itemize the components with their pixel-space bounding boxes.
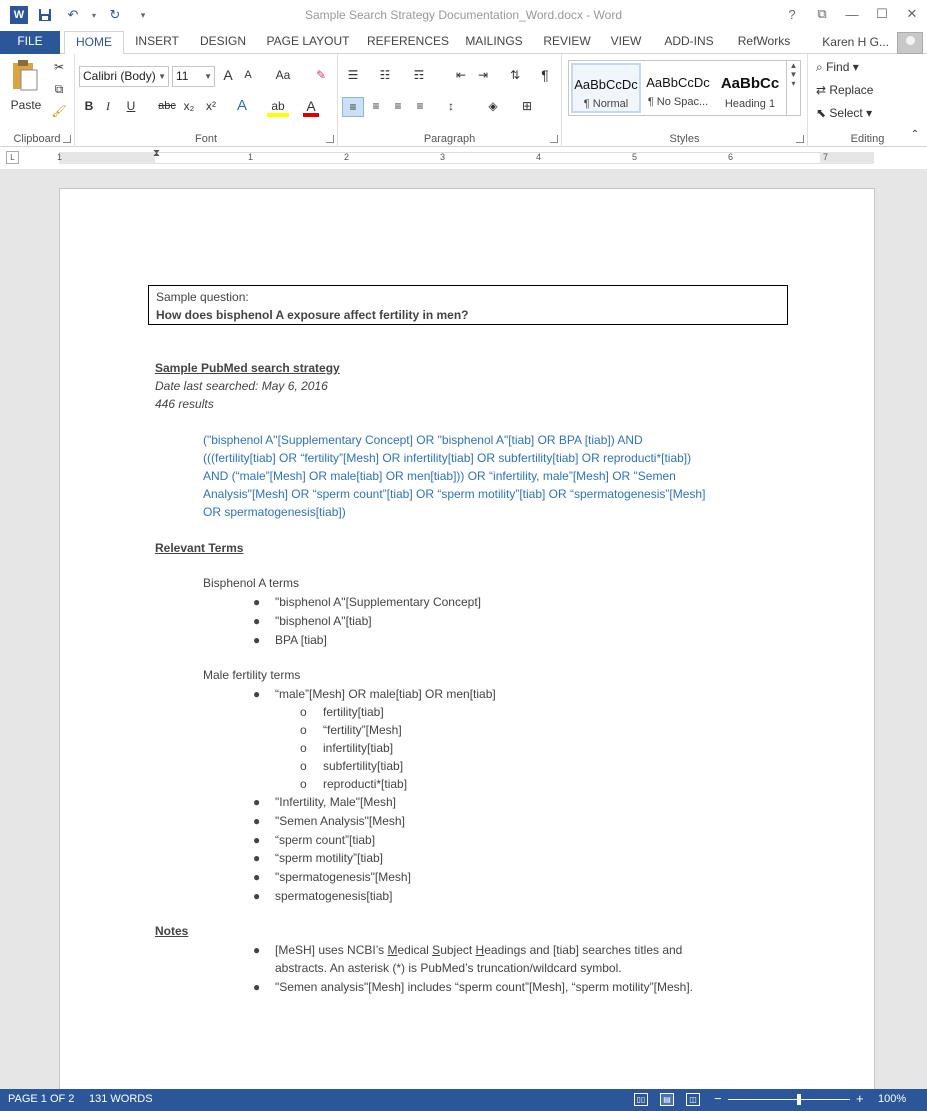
question-text: How does bisphenol A exposure affect fertility in men? xyxy=(156,308,469,322)
terms-heading: Relevant Terms xyxy=(155,541,244,555)
title-bar xyxy=(0,0,927,31)
chevron-down-icon: ▼ xyxy=(158,72,166,81)
horizontal-ruler xyxy=(0,147,927,169)
underline-button[interactable]: U xyxy=(126,99,136,113)
user-name[interactable]: Karen H G... xyxy=(822,35,889,49)
styles-gallery xyxy=(568,60,801,116)
indent-marker-icon[interactable]: ⧗ xyxy=(153,148,161,159)
select-label: Select xyxy=(829,106,863,120)
note-text: M xyxy=(387,943,398,957)
bpa-heading: Bisphenol A terms xyxy=(203,576,300,590)
notes-heading: Notes xyxy=(155,924,189,938)
bullets-icon[interactable]: ☰ xyxy=(347,68,359,82)
print-layout-icon[interactable]: ▤ xyxy=(660,1093,674,1106)
ruler-text-area[interactable] xyxy=(155,152,820,164)
style-name: ¶ No Spac... xyxy=(647,96,709,108)
bullet-icon: ● xyxy=(253,943,261,957)
list-item: “fertility”[Mesh] xyxy=(323,723,402,737)
bullet-icon: ● xyxy=(253,851,261,865)
copy-icon[interactable]: ⧉ xyxy=(54,82,64,96)
align-left-icon[interactable]: ≡ xyxy=(342,97,364,117)
query-line: OR spermatogenesis[tiab]) xyxy=(203,505,346,519)
replace-label: Replace xyxy=(829,83,874,97)
format-painter-icon[interactable]: 🖌 xyxy=(51,104,67,118)
styles-scroll[interactable]: ▲ ▼ ▾ xyxy=(786,61,800,115)
avatar[interactable] xyxy=(897,32,923,54)
select-button[interactable]: ⬉ Select ▾ xyxy=(816,106,873,120)
query-line: Analysis"[Mesh] OR “sperm count”[tiab] OR “sperm motility”[tiab] OR “spermatogenesis”[Mesh] xyxy=(203,487,706,501)
show-marks-icon[interactable]: ¶ xyxy=(541,67,549,83)
male-heading: Male fertility terms xyxy=(203,668,301,682)
close-icon[interactable]: ✕ xyxy=(906,6,918,21)
font-name-combo[interactable] xyxy=(79,66,169,87)
style-normal[interactable] xyxy=(571,63,641,113)
ruler-number: 3 xyxy=(440,152,446,162)
list-item: reproducti*[tiab] xyxy=(323,777,408,791)
list-item: "bisphenol A"[tiab] xyxy=(275,614,372,628)
styles-label: Styles xyxy=(669,133,700,145)
help-icon[interactable]: ? xyxy=(788,6,796,22)
find-button[interactable]: ⌕ Find ▾ xyxy=(816,60,859,74)
bullet-icon: ● xyxy=(253,814,261,828)
list-item: spermatogenesis[tiab] xyxy=(275,889,393,903)
font-name-value: Calibri (Body) xyxy=(83,69,156,83)
font-size-combo[interactable] xyxy=(172,66,215,87)
list-item: fertility[tiab] xyxy=(323,705,384,719)
ribbon-tabs xyxy=(0,31,927,54)
list-item: infertility[tiab] xyxy=(323,741,394,755)
style-name: ¶ Normal xyxy=(583,98,629,110)
shading-icon[interactable]: ◈ xyxy=(488,99,498,113)
zoom-slider[interactable] xyxy=(728,1099,850,1100)
clipboard-label: Clipboard xyxy=(13,133,61,145)
sub-bullet-icon: o xyxy=(300,723,307,737)
tab-insert[interactable]: INSERT xyxy=(135,34,179,48)
bullet-icon: ● xyxy=(253,889,261,903)
superscript-button[interactable]: x² xyxy=(206,99,216,113)
strategy-heading: Sample PubMed search strategy xyxy=(155,361,340,375)
status-bar xyxy=(0,1089,927,1111)
bullet-icon: ● xyxy=(253,833,261,847)
grow-font-button[interactable]: A xyxy=(223,67,233,83)
list-item: “sperm motility”[tiab] xyxy=(275,851,384,865)
style-no-spacing[interactable] xyxy=(643,63,713,113)
paste-button[interactable]: Paste xyxy=(10,98,42,112)
ruler-number: 4 xyxy=(536,152,542,162)
list-item: “sperm count”[tiab] xyxy=(275,833,376,847)
multilevel-list-icon[interactable]: ☶ xyxy=(413,68,425,82)
note-line: "Semen analysis"[Mesh] includes “sperm count”[Mesh], “sperm motility”[Mesh]. xyxy=(275,980,693,994)
clipboard-launcher-icon[interactable] xyxy=(63,135,71,143)
italic-button[interactable]: I xyxy=(106,99,110,113)
style-preview: AaBbCcDc xyxy=(574,77,638,92)
find-label: Find xyxy=(826,60,850,74)
sub-bullet-icon: o xyxy=(300,759,307,773)
tab-home[interactable]: HOME xyxy=(64,31,124,55)
sort-icon[interactable]: ⇅ xyxy=(509,68,521,82)
note-text: ubject xyxy=(440,943,476,957)
binoculars-icon: ⌕ xyxy=(816,60,827,74)
sub-bullet-icon: o xyxy=(300,741,307,755)
highlight-button[interactable]: ab xyxy=(267,97,289,117)
note-text: eadings and [tiab] searches titles and xyxy=(484,943,683,957)
bold-button[interactable]: B xyxy=(84,99,94,113)
text-effects-button[interactable]: A xyxy=(236,97,247,114)
font-group xyxy=(75,54,338,147)
sub-bullet-icon: o xyxy=(300,705,307,719)
shrink-font-button[interactable]: A xyxy=(244,69,252,81)
bullet-icon: ● xyxy=(253,980,261,994)
tab-selector[interactable]: L xyxy=(6,151,19,164)
query-line: (((fertility[tiab] OR “fertility”[Mesh] OR infertility[tiab] OR subfertility[tiab] OR reproducti*[tiab]) xyxy=(203,451,692,465)
tab-file[interactable]: FILE xyxy=(0,31,60,54)
minimize-icon[interactable]: — xyxy=(845,6,859,22)
window-title: Sample Search Strategy Documentation_Word.docx - Word xyxy=(304,8,623,22)
list-item: BPA [tiab] xyxy=(275,633,327,647)
read-mode-icon[interactable]: ▯▯ xyxy=(634,1093,648,1106)
word-app-icon[interactable]: W xyxy=(10,6,28,24)
font-size-value: 11 xyxy=(176,69,189,83)
clipboard-group xyxy=(0,54,75,147)
redo-icon[interactable]: ↻ xyxy=(109,7,121,22)
borders-icon[interactable]: ⊞ xyxy=(521,99,533,113)
tab-references[interactable]: REFERENCES xyxy=(366,34,449,48)
list-item: “male”[Mesh] OR male[tiab] OR men[tiab] xyxy=(275,687,496,701)
increase-indent-icon[interactable]: ⇥ xyxy=(477,68,489,82)
undo-icon[interactable]: ↶ xyxy=(67,7,79,22)
ruler-number: 5 xyxy=(632,152,638,162)
list-item: "Semen Analysis"[Mesh] xyxy=(275,814,405,828)
cut-icon[interactable]: ✂ xyxy=(53,60,65,74)
window-controls xyxy=(777,0,927,28)
page-count[interactable]: PAGE 1 OF 2 xyxy=(8,1093,75,1105)
font-color-button[interactable]: A xyxy=(303,97,319,117)
select-icon: ⬉ xyxy=(816,106,830,120)
list-item: "Infertility, Male"[Mesh] xyxy=(275,795,396,809)
document-page[interactable] xyxy=(59,188,875,1089)
bullet-icon: ● xyxy=(253,633,261,647)
tab-view[interactable]: VIEW xyxy=(610,34,642,48)
align-center-icon[interactable]: ≡ xyxy=(372,99,380,113)
zoom-in-button[interactable]: + xyxy=(856,1091,864,1106)
maximize-icon[interactable]: ☐ xyxy=(876,6,888,21)
paragraph-group xyxy=(338,54,562,147)
replace-icon: ⇄ xyxy=(816,83,830,97)
date-line: Date last searched: May 6, 2016 xyxy=(155,379,328,393)
font-launcher-icon[interactable] xyxy=(326,135,334,143)
font-label: Font xyxy=(194,133,217,145)
paragraph-launcher-icon[interactable] xyxy=(550,135,558,143)
note-line xyxy=(275,941,682,959)
note-text: [MeSH] uses NCBI’s xyxy=(275,943,388,957)
note-text: S xyxy=(432,943,441,957)
ruler-number: 7 xyxy=(823,152,829,162)
question-box xyxy=(148,285,788,325)
customize-qat-icon[interactable]: ▾ xyxy=(140,9,146,20)
question-label: Sample question: xyxy=(156,290,249,304)
tab-refworks[interactable]: RefWorks xyxy=(737,34,791,48)
list-item: "bisphenol A"[Supplementary Concept] xyxy=(275,595,481,609)
bullet-icon: ● xyxy=(253,870,261,884)
chevron-down-icon: ▼ xyxy=(204,72,212,81)
style-heading-1[interactable] xyxy=(715,63,785,113)
zoom-out-button[interactable]: − xyxy=(714,1091,722,1106)
results-line: 446 results xyxy=(155,397,214,411)
align-right-icon[interactable]: ≡ xyxy=(394,99,402,113)
numbering-icon[interactable]: ☷ xyxy=(379,68,391,82)
replace-button[interactable] xyxy=(816,81,906,101)
tab-add-ins[interactable]: ADD-INS xyxy=(664,34,714,48)
document-area xyxy=(0,169,927,1089)
change-case-button[interactable]: Aa xyxy=(275,68,291,82)
ruler-number: 1 xyxy=(248,152,254,162)
note-text: H xyxy=(475,943,485,957)
bullet-icon: ● xyxy=(253,687,261,701)
undo-dropdown-icon[interactable]: ▾ xyxy=(91,10,96,20)
zoom-level[interactable]: 100% xyxy=(878,1093,907,1105)
word-count[interactable]: 131 WORDS xyxy=(89,1093,153,1105)
web-layout-icon[interactable]: ◫ xyxy=(686,1093,700,1106)
paste-icon[interactable] xyxy=(6,58,44,100)
style-name: Heading 1 xyxy=(724,98,776,110)
bullet-icon: ● xyxy=(253,795,261,809)
strikethrough-button[interactable]: abc xyxy=(158,100,176,112)
clear-format-icon[interactable]: ✎ xyxy=(315,68,327,82)
list-item: subfertility[tiab] xyxy=(323,759,404,773)
ruler-number: 6 xyxy=(728,152,734,162)
zoom-slider-handle[interactable] xyxy=(797,1094,801,1105)
query-line: AND (“male”[Mesh] OR male[tiab] OR men[tiab])) OR “infertility, male”[Mesh] OR "Semen xyxy=(203,469,676,483)
tab-mailings[interactable]: MAILINGS xyxy=(465,34,523,48)
style-preview: AaBbCc xyxy=(720,75,780,92)
line-spacing-icon[interactable]: ↕ xyxy=(448,99,454,113)
list-item: "spermatogenesis"[Mesh] xyxy=(275,870,411,884)
justify-icon[interactable]: ≡ xyxy=(416,99,424,113)
paragraph-label: Paragraph xyxy=(423,133,476,145)
tab-design[interactable]: DESIGN xyxy=(199,34,246,48)
note-line: abstracts. An asterisk (*) is PubMed’s truncation/wildcard symbol. xyxy=(275,961,622,975)
ribbon-display-icon[interactable]: ⧉ xyxy=(817,6,827,21)
tab-review[interactable]: REVIEW xyxy=(543,34,591,48)
ruler-number: 2 xyxy=(344,152,350,162)
style-preview: AaBbCcDc xyxy=(646,75,710,90)
ribbon xyxy=(0,54,927,147)
query-line: ("bisphenol A"[Supplementary Concept] OR "bisphenol A"[tiab] OR BPA [tiab]) AND xyxy=(203,433,643,447)
tab-page-layout[interactable]: PAGE LAYOUT xyxy=(266,34,350,48)
editing-group xyxy=(808,54,927,147)
bullet-icon: ● xyxy=(253,614,261,628)
collapse-ribbon-icon[interactable]: ⌃ xyxy=(910,129,920,140)
bullet-icon: ● xyxy=(253,595,261,609)
editing-label: Editing xyxy=(850,133,885,145)
note-text: edical xyxy=(397,943,433,957)
decrease-indent-icon[interactable]: ⇤ xyxy=(455,68,467,82)
ruler-number: 1 xyxy=(57,152,63,162)
sub-bullet-icon: o xyxy=(300,777,307,791)
subscript-button[interactable]: x₂ xyxy=(183,99,195,113)
styles-launcher-icon[interactable] xyxy=(796,135,804,143)
